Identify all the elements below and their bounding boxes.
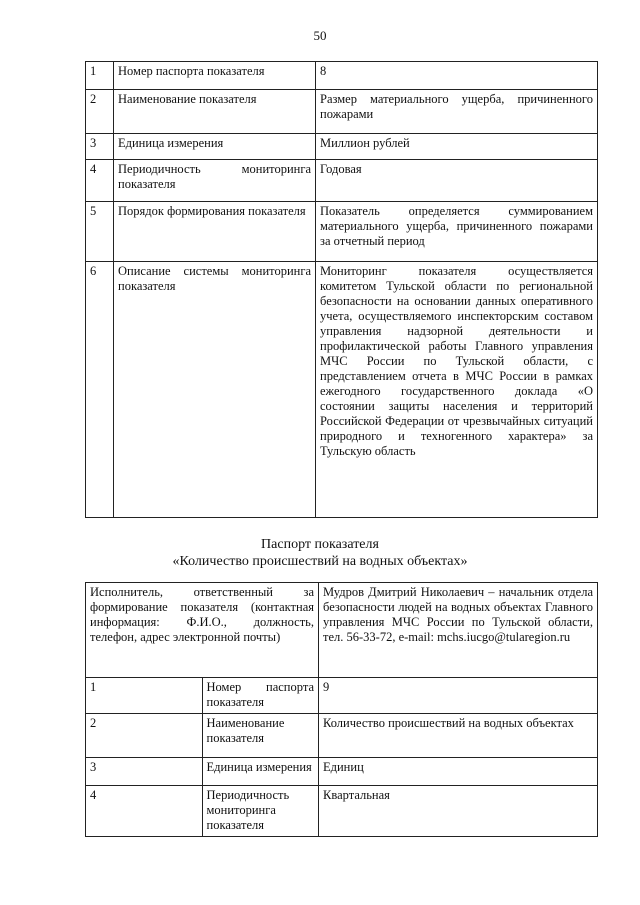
table-row <box>86 202 598 262</box>
row-number: 4 <box>86 160 114 202</box>
table-row <box>86 62 598 90</box>
page-number: 50 <box>313 28 327 43</box>
row-number: 2 <box>86 90 114 134</box>
table-row <box>86 134 598 160</box>
row-label: Наименование показателя <box>114 90 316 134</box>
row-number: 3 <box>86 758 203 786</box>
row-value: Квартальная <box>319 786 598 837</box>
table-row <box>86 160 598 202</box>
table-row <box>86 262 598 518</box>
row-number: 5 <box>86 202 114 262</box>
row-label: Единица измерения <box>202 758 319 786</box>
row-value: Миллион рублей <box>316 134 598 160</box>
row-value: Размер материального ущерба, причиненного пожарами <box>316 90 598 134</box>
row-value: Показатель определяется суммированием материального ущерба, причиненного пожарами за отчетный период <box>316 202 598 262</box>
table-row <box>86 786 598 837</box>
row-value: Годовая <box>316 160 598 202</box>
row-label: Порядок формирования показателя <box>114 202 316 262</box>
row-label: Периодичность мониторинга показателя <box>202 786 319 837</box>
row-value: 8 <box>316 62 598 90</box>
indicator-passport-table-9 <box>85 582 598 837</box>
row-number: 1 <box>86 62 114 90</box>
row-label: Номер паспорта показателя <box>114 62 316 90</box>
executor-label: Исполнитель, ответственный за формирование показателя (контактная информация: Ф.И.О., должность, телефон, адрес электронной почты) <box>86 583 319 678</box>
row-value: Единиц <box>319 758 598 786</box>
executor-row <box>86 583 598 678</box>
row-label: Наименование показателя <box>202 714 319 758</box>
row-number: 4 <box>86 786 203 837</box>
row-label: Периодичность мониторинга показателя <box>114 160 316 202</box>
indicator-passport-table-8 <box>85 61 598 518</box>
executor-value: Мудров Дмитрий Николаевич – начальник отдела безопасности людей на водных объектах Главного управления МЧС России по Тульской области, тел. 56-33-72, e-mail: mchs.iucgo@tularegion.ru <box>319 583 598 678</box>
table-row <box>86 678 598 714</box>
table-row <box>86 90 598 134</box>
row-label: Описание системы мониторинга показателя <box>114 262 316 518</box>
row-value: Количество происшествий на водных объектах <box>319 714 598 758</box>
row-label: Номер паспорта показателя <box>202 678 319 714</box>
passport-title <box>0 536 640 570</box>
row-value: 9 <box>319 678 598 714</box>
row-number: 2 <box>86 714 203 758</box>
row-label: Единица измерения <box>114 134 316 160</box>
passport-title-line: Паспорт показателя <box>261 537 379 552</box>
row-number: 1 <box>86 678 203 714</box>
row-number: 3 <box>86 134 114 160</box>
row-value: Мониторинг показателя осуществляется комитетом Тульской области по региональной безопасности на основании данных оперативного учета, осуществляемого инспекторским составом управления надзорной деятельности и профилактической работы Главного управления МЧС России по Тульской области, с представлением отчета в МЧС России в рамках ежегодного государственного доклада «О состоянии защиты населения и территорий Российской Федерации от чрезвычайных ситуаций природного и техногенного характера» за Тульскую область <box>316 262 598 518</box>
table-row <box>86 758 598 786</box>
passport-indicator-name: «Количество происшествий на водных объектах» <box>172 554 468 569</box>
row-number: 6 <box>86 262 114 518</box>
table-row <box>86 714 598 758</box>
